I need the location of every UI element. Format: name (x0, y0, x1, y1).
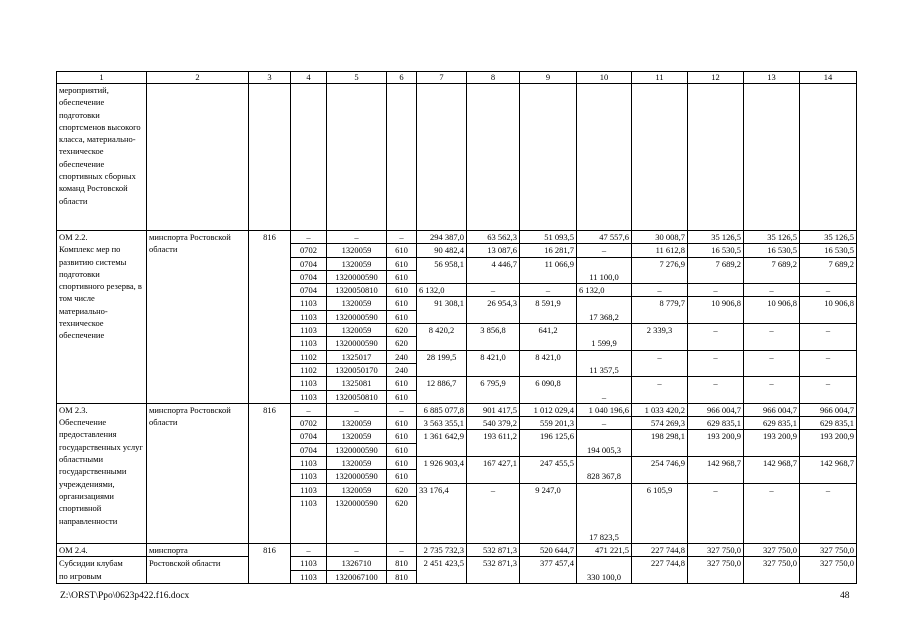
table-cell: 327 750,0 (800, 557, 857, 584)
table-cell: 1103 (291, 470, 327, 483)
table-cell: 196 125,6 (520, 430, 577, 457)
table-cell: 1102 (291, 363, 327, 376)
table-cell: 11 357,5 (577, 350, 632, 377)
table-cell: 810 (387, 570, 417, 583)
table-cell: 520 644,7 (520, 543, 577, 556)
table-cell: 610 (387, 390, 417, 403)
table-cell: 810 (387, 557, 417, 570)
table-cell: – (520, 284, 577, 297)
table-cell: 142 968,7 (688, 457, 744, 484)
table-cell: 532 871,3 (467, 557, 520, 584)
table-cell: 193 200,9 (800, 430, 857, 457)
table-cell: 966 004,7 (744, 403, 800, 416)
header-cell: 6 (387, 72, 417, 84)
header-cell: 10 (577, 72, 632, 84)
measure-title: ОМ 2.3. (59, 404, 88, 415)
table-cell: 327 750,0 (744, 543, 800, 556)
table-cell: 610 (387, 470, 417, 483)
table-cell: 16 530,5 (688, 244, 744, 257)
table-cell: 8 779,7 (632, 297, 688, 324)
table-cell: 620 (387, 337, 417, 350)
table-cell: 294 387,0 (417, 231, 467, 244)
table-cell: 91 308,1 (417, 297, 467, 324)
table-cell: 28 199,5 (417, 350, 467, 377)
table-cell: – (632, 350, 688, 377)
table-cell: 142 968,7 (744, 457, 800, 484)
executor-cell: минспорта Ростовской области (147, 403, 249, 543)
table-cell: 1103 (291, 377, 327, 390)
table-cell: 194 005,3 (577, 430, 632, 457)
table-cell: 1103 (291, 297, 327, 310)
header-cell: 3 (249, 72, 291, 84)
table-cell: 1320050810 (327, 390, 387, 403)
table-cell: 610 (387, 244, 417, 257)
header-cell: 8 (467, 72, 520, 84)
header-cell: 4 (291, 72, 327, 84)
header-cell: 7 (417, 72, 467, 84)
measure-description: мероприятий, обеспечение подготовки спортсменов высокого класса, материально-техническое обеспечение спортивных сборных команд Ростовской области (57, 84, 147, 231)
table-cell: 1 599,9 (577, 324, 632, 351)
table-cell: 6 132,0 (577, 284, 632, 297)
table-cell: 1 040 196,6 (577, 403, 632, 416)
table-cell: 327 750,0 (688, 543, 744, 556)
table-cell: 1326710 (327, 557, 387, 570)
table-cell: 7 276,9 (632, 257, 688, 284)
table-cell: 35 126,5 (688, 231, 744, 244)
table-cell (800, 84, 857, 231)
table-cell: 901 417,5 (467, 403, 520, 416)
table-cell: – (800, 284, 857, 297)
table-cell: 13 087,6 (467, 244, 520, 257)
table-cell: 532 871,3 (467, 543, 520, 556)
table-cell: 327 750,0 (688, 557, 744, 584)
table-cell: 327 750,0 (744, 557, 800, 584)
table-cell: – (327, 231, 387, 244)
header-cell: 9 (520, 72, 577, 84)
table-cell: 1 361 642,9 (417, 430, 467, 457)
table-cell: 8 421,0 (467, 350, 520, 377)
table-cell: 12 886,7 (417, 377, 467, 404)
table-cell: – (800, 483, 857, 543)
table-cell: 0704 (291, 430, 327, 443)
table-cell: – (291, 231, 327, 244)
table-cell: 330 100,0 (577, 557, 632, 584)
table-cell: 0702 (291, 417, 327, 430)
table-cell: 471 221,5 (577, 543, 632, 556)
table-cell: 30 008,7 (632, 231, 688, 244)
table-cell: 2 339,3 (632, 324, 688, 351)
table-cell: 254 746,9 (632, 457, 688, 484)
table-cell: 1320059 (327, 417, 387, 430)
table-cell: 56 958,1 (417, 257, 467, 284)
table-row (57, 403, 857, 416)
table-cell: 167 427,1 (467, 457, 520, 484)
table-cell: 33 176,4 (417, 483, 467, 543)
table-cell: 11 100,0 (577, 257, 632, 284)
table-cell: – (688, 483, 744, 543)
table-cell (147, 84, 249, 231)
table-cell: 610 (387, 377, 417, 390)
table-cell: 540 379,2 (467, 417, 520, 430)
table-cell: – (744, 284, 800, 297)
table-cell: – (387, 543, 417, 556)
table-cell (632, 84, 688, 231)
table-cell: 193 200,9 (688, 430, 744, 457)
measure-title: ОМ 2.4. (57, 543, 147, 556)
table-cell: – (632, 284, 688, 297)
table-cell: 1103 (291, 337, 327, 350)
table-cell: 7 689,2 (688, 257, 744, 284)
table-cell: 9 247,0 (520, 483, 577, 543)
footer-file-path: Z:\ORST\Ppo\0623p422.f16.docx (60, 591, 190, 601)
table-cell (577, 84, 632, 231)
table-cell: 610 (387, 430, 417, 443)
table-cell: 227 744,8 (632, 557, 688, 584)
table-cell: 629 835,1 (800, 417, 857, 430)
table-cell: 0704 (291, 257, 327, 270)
table-cell: 828 367,8 (577, 457, 632, 484)
table-cell: 1320000590 (327, 337, 387, 350)
table-row (57, 557, 857, 570)
table-cell: 1325081 (327, 377, 387, 390)
table-cell: 610 (387, 310, 417, 323)
table-cell: 620 (387, 483, 417, 496)
table-cell: 620 (387, 324, 417, 337)
table-cell: – (327, 543, 387, 556)
table-cell: 1320000590 (327, 310, 387, 323)
table-cell: 2 451 423,5 (417, 557, 467, 584)
table-cell: 247 455,5 (520, 457, 577, 484)
measure-description: Субсидии клубам (57, 557, 147, 570)
grbs-code: 816 (249, 231, 291, 404)
table-cell: – (744, 377, 800, 404)
table-cell: – (577, 417, 632, 430)
table-cell: 610 (387, 457, 417, 470)
table-cell: 1103 (291, 390, 327, 403)
table-cell: 1320050810 (327, 284, 387, 297)
table-cell (291, 84, 327, 231)
table-cell: – (688, 377, 744, 404)
table-cell: 610 (387, 284, 417, 297)
header-row (57, 72, 857, 84)
header-cell: 1 (57, 72, 147, 84)
table-cell: 1320059 (327, 457, 387, 470)
table-cell: 0704 (291, 284, 327, 297)
table-cell: – (327, 403, 387, 416)
table-cell: 1320059 (327, 297, 387, 310)
table-cell: 1320059 (327, 244, 387, 257)
table-cell: 1320050170 (327, 363, 387, 376)
grbs-code: 816 (249, 403, 291, 543)
table-cell: 1320059 (327, 483, 387, 496)
table-cell: 1103 (291, 496, 327, 543)
table-cell: – (800, 377, 857, 404)
table-cell (417, 84, 467, 231)
table-cell: – (387, 231, 417, 244)
table-cell: 3 856,8 (467, 324, 520, 351)
table-cell: 1320059 (327, 324, 387, 337)
table-cell: 10 906,8 (800, 297, 857, 324)
table-cell: 641,2 (520, 324, 577, 351)
table-cell: 1320000590 (327, 443, 387, 456)
table-cell: 17 823,5 (577, 483, 632, 543)
table-cell: 629 835,1 (744, 417, 800, 430)
table-cell: 629 835,1 (688, 417, 744, 430)
table-cell: – (387, 403, 417, 416)
table-cell (688, 84, 744, 231)
table-cell: 63 562,3 (467, 231, 520, 244)
table-cell: 327 750,0 (800, 543, 857, 556)
table-cell: 1 012 029,4 (520, 403, 577, 416)
table-cell: 966 004,7 (688, 403, 744, 416)
header-cell: 12 (688, 72, 744, 84)
header-cell: 11 (632, 72, 688, 84)
header-cell: 5 (327, 72, 387, 84)
table-cell: 4 446,7 (467, 257, 520, 284)
table-cell: 35 126,5 (800, 231, 857, 244)
table-cell: 559 201,3 (520, 417, 577, 430)
table-cell: 8 420,2 (417, 324, 467, 351)
measure-description: Комплекс мер по развитию системы подготовки спортивного резерва, в том числе материально-техническое обеспечение (59, 244, 142, 341)
table-cell: – (744, 350, 800, 377)
table-cell: 240 (387, 350, 417, 363)
table-cell: 16 530,5 (800, 244, 857, 257)
table-cell: 1103 (291, 310, 327, 323)
table-cell: 16 281,7 (520, 244, 577, 257)
table-cell: 17 368,2 (577, 297, 632, 324)
table-cell: 610 (387, 443, 417, 456)
table-cell: 16 530,5 (744, 244, 800, 257)
table-cell: – (467, 483, 520, 543)
table-cell: – (632, 377, 688, 404)
table-cell: – (800, 350, 857, 377)
table-cell: 90 482,4 (417, 244, 467, 257)
table-cell (744, 84, 800, 231)
table-cell: 1320067100 (327, 570, 387, 583)
table-cell: 7 689,2 (800, 257, 857, 284)
table-cell: 193 611,2 (467, 430, 520, 457)
table-cell: 6 090,8 (520, 377, 577, 404)
table-cell: 1103 (291, 457, 327, 470)
table-cell: 1320059 (327, 257, 387, 270)
table-cell: 620 (387, 496, 417, 543)
measure-description: по игровым (57, 570, 147, 583)
table-cell: 1103 (291, 324, 327, 337)
table-cell: – (467, 284, 520, 297)
table-cell: 2 735 732,3 (417, 543, 467, 556)
table-cell: – (744, 483, 800, 543)
header-cell: 14 (800, 72, 857, 84)
table-cell: 51 093,5 (520, 231, 577, 244)
table-cell: 1325017 (327, 350, 387, 363)
table-cell: 1102 (291, 350, 327, 363)
table-cell: – (577, 377, 632, 404)
table-cell: 240 (387, 363, 417, 376)
table-cell: 6 885 077,8 (417, 403, 467, 416)
executor-cell: Ростовской области (147, 557, 249, 570)
table-cell: 966 004,7 (800, 403, 857, 416)
measure-cell (57, 403, 147, 543)
table-row (57, 231, 857, 244)
table-cell: 610 (387, 297, 417, 310)
header-cell: 2 (147, 72, 249, 84)
table-cell: 142 968,7 (800, 457, 857, 484)
table-row (57, 84, 857, 231)
table-cell: 1 926 903,4 (417, 457, 467, 484)
table-cell: 47 557,6 (577, 231, 632, 244)
table-cell: 26 954,3 (467, 297, 520, 324)
table-row (57, 543, 857, 556)
table-cell: – (291, 403, 327, 416)
measure-title: ОМ 2.2. (59, 232, 88, 242)
table-cell: – (688, 350, 744, 377)
table-cell: – (744, 324, 800, 351)
table-cell: 1320000590 (327, 496, 387, 543)
table-cell: – (800, 324, 857, 351)
table-cell: 574 269,3 (632, 417, 688, 430)
table-cell: 0704 (291, 443, 327, 456)
table-cell: 10 906,8 (688, 297, 744, 324)
table-cell: 1103 (291, 483, 327, 496)
table-cell: – (688, 284, 744, 297)
table-cell: 610 (387, 257, 417, 270)
table-cell (249, 84, 291, 231)
table-cell: 610 (387, 417, 417, 430)
executor-cell: минспорта (147, 543, 249, 556)
table-cell: 10 906,8 (744, 297, 800, 324)
grbs-code: 816 (249, 543, 291, 583)
table-cell: – (577, 244, 632, 257)
table-cell (387, 84, 417, 231)
budget-table (56, 71, 857, 584)
table-cell: 35 126,5 (744, 231, 800, 244)
table-cell: 1 033 420,2 (632, 403, 688, 416)
table-cell (327, 84, 387, 231)
table-cell: 1320000590 (327, 270, 387, 283)
table-cell: 6 795,9 (467, 377, 520, 404)
header-cell: 13 (744, 72, 800, 84)
table-cell: 610 (387, 270, 417, 283)
table-cell: 227 744,8 (632, 543, 688, 556)
table-cell: 8 591,9 (520, 297, 577, 324)
table-cell: 11 066,9 (520, 257, 577, 284)
table-cell: 1103 (291, 557, 327, 570)
table-cell: 8 421,0 (520, 350, 577, 377)
table-cell: 11 612,8 (632, 244, 688, 257)
table-cell: 193 200,9 (744, 430, 800, 457)
table-cell: 6 132,0 (417, 284, 467, 297)
table-cell (467, 84, 520, 231)
table-cell: – (291, 543, 327, 556)
table-cell: 7 689,2 (744, 257, 800, 284)
table-cell (147, 570, 249, 583)
table-cell: 377 457,4 (520, 557, 577, 584)
table-cell: 198 298,1 (632, 430, 688, 457)
measure-cell (57, 231, 147, 404)
executor-cell: минспорта Ростовской области (147, 231, 249, 404)
table-cell (520, 84, 577, 231)
measure-description: Обеспечение предоставления государственных услуг областными государственными учреждениями, организациями спортивной направленности (59, 417, 143, 526)
table-cell: 1320059 (327, 430, 387, 443)
page-number: 48 (840, 591, 850, 601)
table-cell: 1320000590 (327, 470, 387, 483)
table-cell: 0704 (291, 270, 327, 283)
table-cell: 1103 (291, 570, 327, 583)
table-cell: – (688, 324, 744, 351)
table-cell: 0702 (291, 244, 327, 257)
table-cell: 6 105,9 (632, 483, 688, 543)
table-cell: 3 563 355,1 (417, 417, 467, 430)
